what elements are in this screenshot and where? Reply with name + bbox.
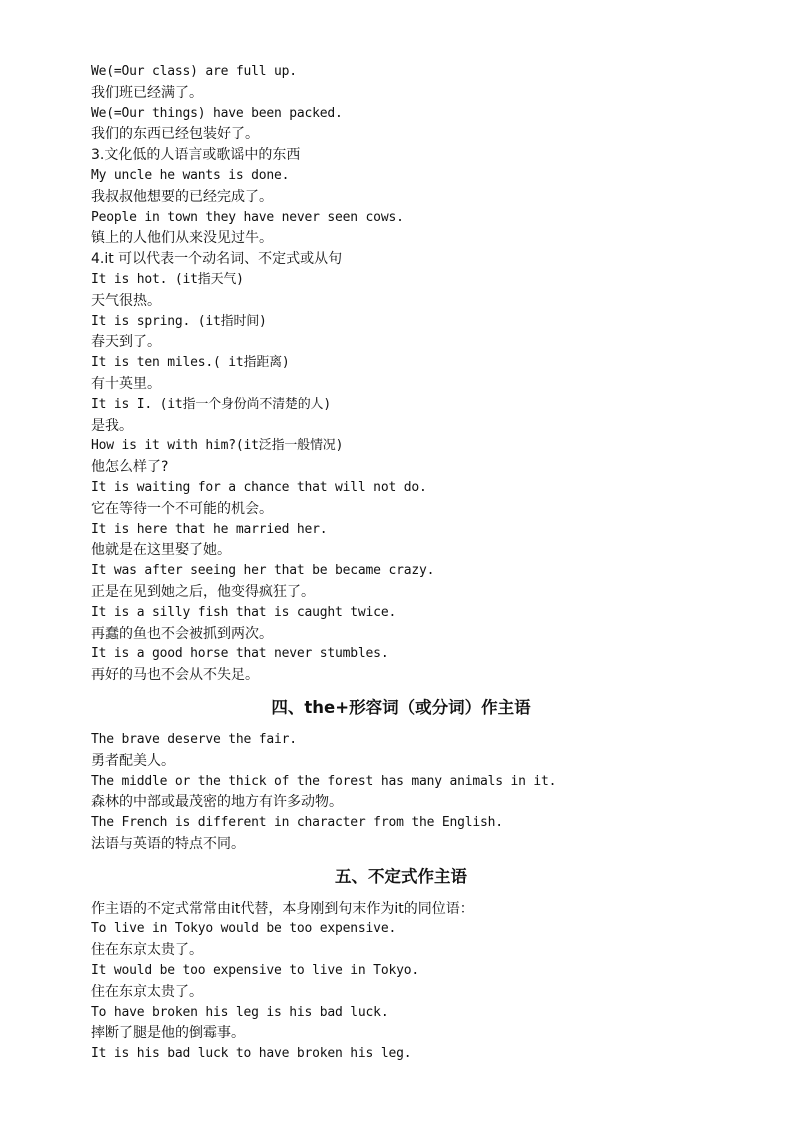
english-sentence: It is ten miles.( it指距离): [91, 355, 290, 371]
english-sentence: To have broken his leg is his bad luck.: [91, 1004, 389, 1020]
chinese-line: 再蠢的鱼也不会被抓到两次。: [91, 625, 273, 642]
chinese-line: 再好的马也不会从不失足。: [91, 667, 259, 684]
chinese-line: 摔断了腿是他的倒霉事。: [91, 1025, 245, 1042]
document-page: [91, 62, 711, 1065]
chinese-line: 住在东京太贵了。: [91, 942, 203, 959]
chinese-line: 正是在见到她之后，他变得疯狂了。: [91, 583, 315, 600]
chinese-line: 他就是在这里娶了她。: [91, 542, 231, 559]
english-sentence: It is a silly fish that is caught twice.: [91, 604, 397, 620]
english-sentence: It is I. (it指一个身份尚不清楚的人): [91, 396, 331, 412]
english-sentence: The middle or the thick of the forest has many animals in it.: [91, 773, 557, 789]
section-heading-4: 四、the+形容词（或分词）作主语: [271, 697, 531, 717]
english-sentence: It is a good horse that never stumbles.: [91, 646, 389, 662]
english-sentence: My uncle he wants is done.: [91, 167, 290, 183]
chinese-line: 我们的东西已经包装好了。: [91, 126, 259, 143]
text-block-infinitive: [91, 899, 711, 1065]
text-block-the-adjective: [91, 730, 711, 855]
chinese-line: 我叔叔他想要的已经完成了。: [91, 188, 273, 205]
chinese-line: 森林的中部或最茂密的地方有许多动物。: [91, 794, 343, 811]
english-sentence: It would be too expensive to live in Tokyo.: [91, 963, 419, 979]
chinese-line: 住在东京太贵了。: [91, 983, 203, 1000]
english-sentence: It is his bad luck to have broken his leg.: [91, 1046, 412, 1062]
chinese-line: 3.文化低的人语言或歌谣中的东西: [91, 147, 301, 164]
section-heading-5: 五、不定式作主语: [335, 866, 467, 886]
chinese-line: 他怎么样了?: [91, 459, 169, 476]
chinese-line: 勇者配美人。: [91, 752, 175, 769]
text-block-it-usage: [91, 62, 711, 686]
english-sentence: To live in Tokyo would be too expensive.: [91, 921, 397, 937]
english-sentence: It was after seeing her that be became crazy.: [91, 563, 435, 579]
chinese-line: 有十英里。: [91, 375, 161, 392]
chinese-line: 天气很热。: [91, 292, 161, 309]
english-sentence: It is waiting for a chance that will not do.: [91, 479, 427, 495]
chinese-line: 是我。: [91, 417, 133, 434]
english-sentence: It is spring. (it指时间): [91, 313, 267, 329]
english-sentence: We(=Our things) have been packed.: [91, 105, 343, 121]
english-sentence: The French is different in character from the English.: [91, 815, 503, 831]
chinese-line: 4.it 可以代表一个动名词、不定式或从句: [91, 251, 343, 268]
english-sentence: It is hot. (it指天气): [91, 271, 244, 287]
chinese-line: 我们班已经满了。: [91, 84, 203, 101]
english-sentence: The brave deserve the fair.: [91, 731, 297, 747]
chinese-line: 作主语的不定式常常由it代替，本身刚到句末作为it的同位语：: [91, 900, 474, 917]
chinese-line: 它在等待一个不可能的机会。: [91, 500, 273, 517]
english-sentence: It is here that he married her.: [91, 521, 328, 537]
chinese-line: 镇上的人他们从来没见过牛。: [91, 230, 273, 247]
english-sentence: We(=Our class) are full up.: [91, 64, 297, 79]
english-sentence: People in town they have never seen cows.: [91, 209, 404, 225]
chinese-line: 法语与英语的特点不同。: [91, 835, 245, 852]
english-sentence: How is it with him?(it泛指一般情况): [91, 438, 344, 454]
chinese-line: 春天到了。: [91, 334, 161, 351]
